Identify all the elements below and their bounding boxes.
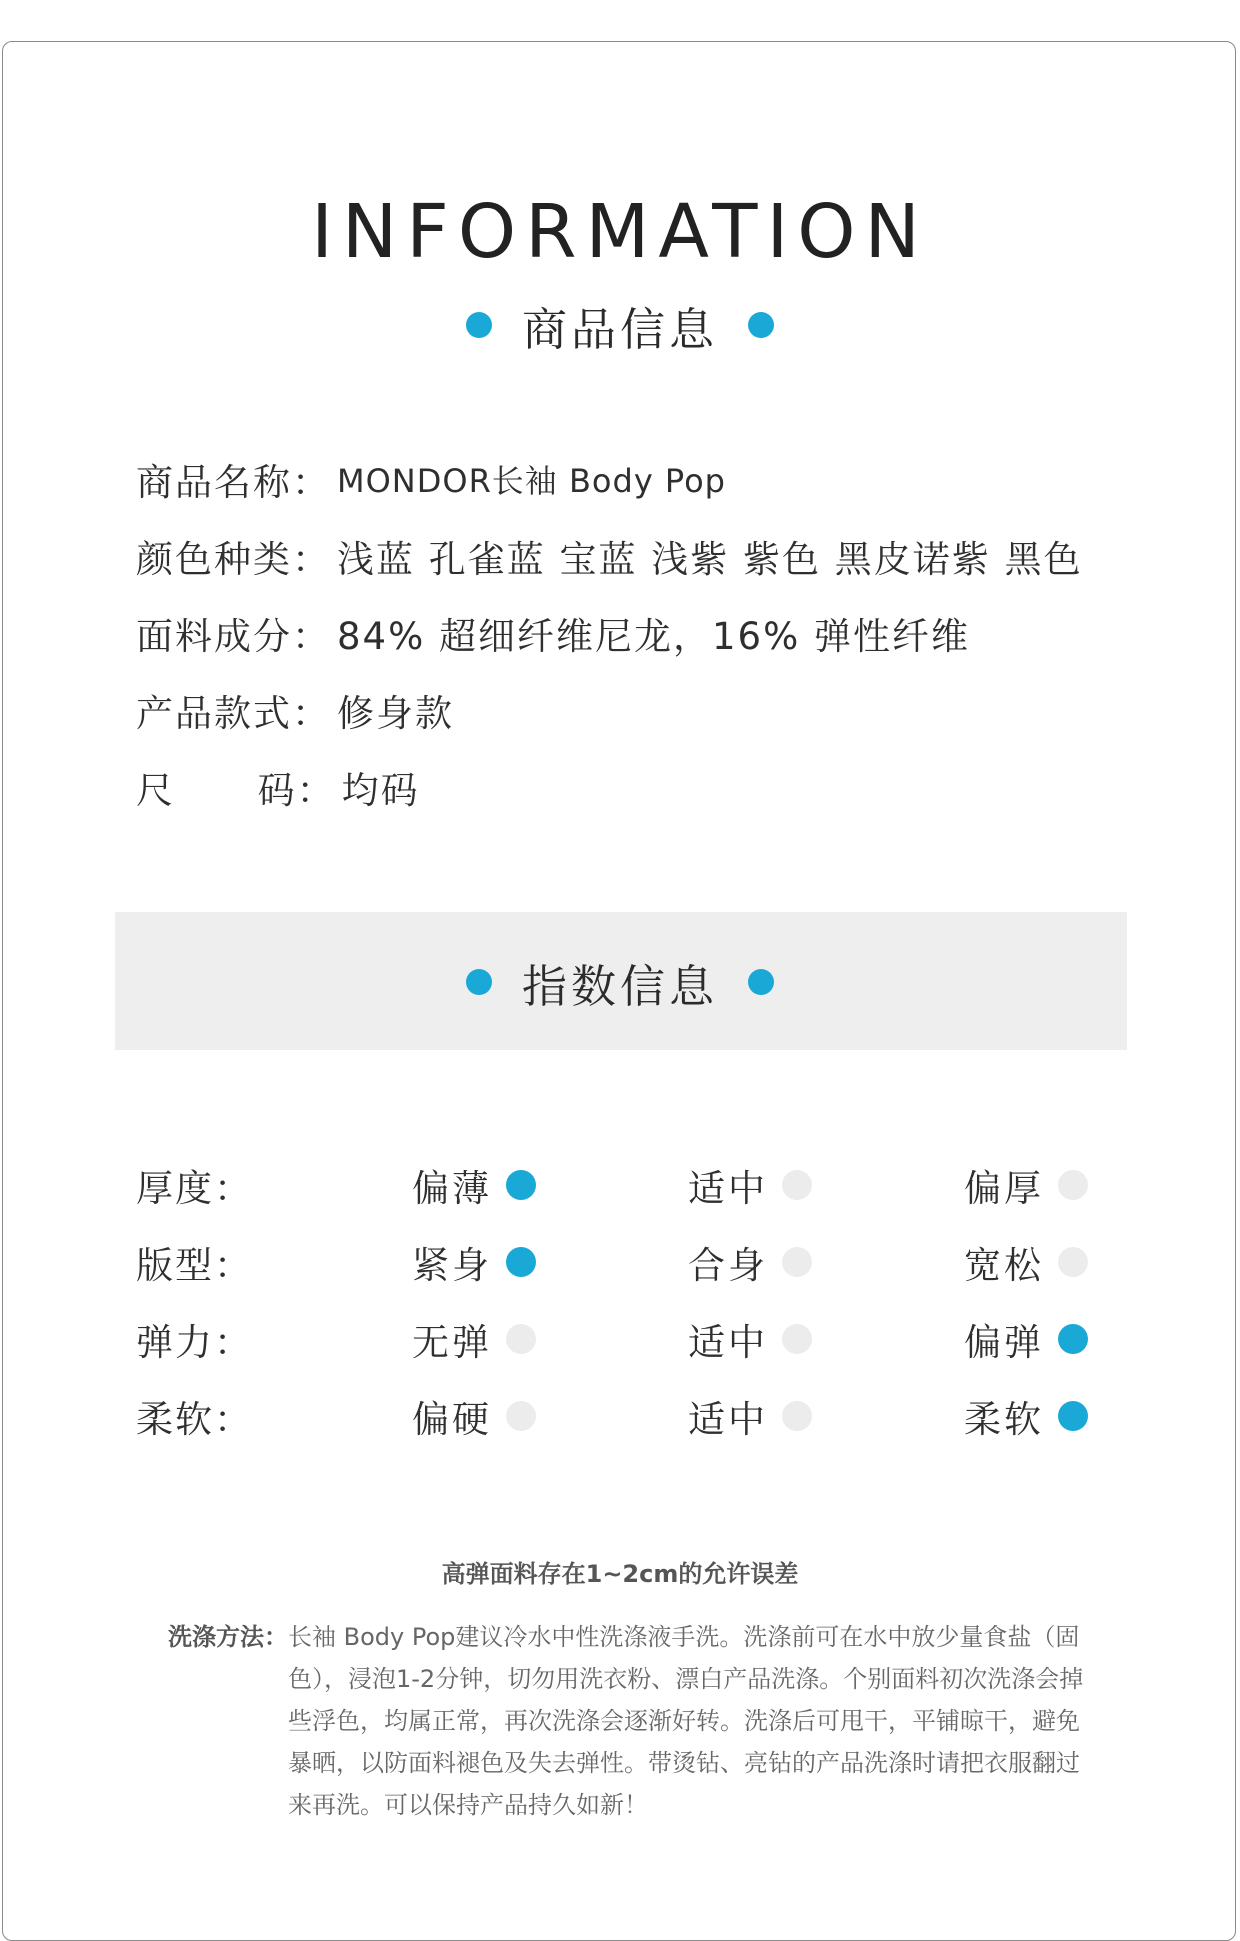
index-indicator-dot xyxy=(506,1401,536,1431)
index-row-label: 版型： xyxy=(136,1244,253,1287)
info-value: 修身款 xyxy=(337,691,454,735)
info-label: 颜色种类： xyxy=(136,537,331,581)
index-row-label: 柔软： xyxy=(136,1398,253,1441)
info-value: 浅蓝 孔雀蓝 宝蓝 浅紫 紫色 黑皮诺紫 黑色 xyxy=(337,537,1083,581)
info-row-name xyxy=(136,440,1116,517)
info-label: 产品款式： xyxy=(136,691,331,735)
index-option-label: 适中 xyxy=(688,1321,768,1364)
index-indicator-dot xyxy=(506,1324,536,1354)
washing-instructions xyxy=(168,1616,1118,1826)
index-option xyxy=(412,1389,536,1443)
index-option-label: 宽松 xyxy=(964,1244,1044,1287)
index-option xyxy=(412,1312,536,1366)
tolerance-note: 高弹面料存在1~2cm的允许误差 xyxy=(441,1560,799,1588)
product-info-list xyxy=(136,440,1116,825)
index-option xyxy=(964,1312,1088,1366)
index-row-label: 弹力： xyxy=(136,1321,253,1364)
index-option-label: 柔软 xyxy=(964,1398,1044,1441)
index-indicator-dot xyxy=(1058,1324,1088,1354)
index-option xyxy=(964,1158,1088,1212)
info-label: 商品名称： xyxy=(136,460,331,504)
info-row-fabric xyxy=(136,594,1116,671)
info-row-style xyxy=(136,671,1116,748)
index-row-thickness xyxy=(136,1145,1116,1222)
index-option xyxy=(688,1389,812,1443)
heading-dot-left xyxy=(466,969,492,995)
info-value: MONDOR长袖 Body Pop xyxy=(337,461,726,500)
info-value: 均码 xyxy=(341,768,420,812)
info-label: 面料成分： xyxy=(136,614,331,658)
index-indicator-dot xyxy=(1058,1170,1088,1200)
product-info-heading-text: 商品信息 xyxy=(521,302,718,356)
index-option-label: 紧身 xyxy=(412,1244,492,1287)
index-option-label: 偏厚 xyxy=(964,1167,1044,1210)
heading-dot-left xyxy=(466,312,492,338)
washing-text: 长袖 Body Pop建议冷水中性洗涤液手洗。洗涤前可在水中放少量食盐（固色），浸泡1-2分钟，切勿用洗衣粉、漂白产品洗涤。个别面料初次洗涤会掉些浮色，均属正常，再次洗涤会逐渐好转。洗涤后可甩干，平铺晾干，避免暴晒，以防面料褪色及失去弹性。带烫钻、亮钻的产品洗涤时请把衣服翻过来再洗。可以保持产品持久如新！ xyxy=(288,1623,1084,1819)
page-title-en: INFORMATION xyxy=(311,189,929,275)
index-indicator-dot xyxy=(782,1401,812,1431)
index-option xyxy=(412,1158,536,1212)
index-option xyxy=(412,1235,536,1289)
index-option-label: 偏弹 xyxy=(964,1321,1044,1364)
index-row-label: 厚度： xyxy=(136,1167,253,1210)
info-value: 84% 超细纤维尼龙，16% 弹性纤维 xyxy=(337,614,970,658)
index-option-label: 偏硬 xyxy=(412,1398,492,1441)
index-option-label: 偏薄 xyxy=(412,1167,492,1210)
washing-label: 洗涤方法： xyxy=(168,1623,288,1651)
heading-dot-right xyxy=(748,969,774,995)
heading-dot-right xyxy=(748,312,774,338)
index-indicator-dot xyxy=(782,1247,812,1277)
index-row-fit xyxy=(136,1222,1116,1299)
index-indicator-dot xyxy=(1058,1401,1088,1431)
index-option-label: 适中 xyxy=(688,1167,768,1210)
index-indicator-dot xyxy=(1058,1247,1088,1277)
index-option-label: 适中 xyxy=(688,1398,768,1441)
index-grid xyxy=(136,1145,1116,1453)
index-indicator-dot xyxy=(506,1247,536,1277)
index-option-label: 合身 xyxy=(688,1244,768,1287)
info-label: 尺 码： xyxy=(136,768,336,812)
index-info-heading xyxy=(0,952,1240,1012)
info-row-colors xyxy=(136,517,1116,594)
index-row-softness xyxy=(136,1376,1116,1453)
index-option xyxy=(688,1158,812,1212)
index-option-label: 无弹 xyxy=(412,1321,492,1364)
info-row-size xyxy=(136,748,1116,825)
index-row-elasticity xyxy=(136,1299,1116,1376)
index-indicator-dot xyxy=(782,1170,812,1200)
index-indicator-dot xyxy=(782,1324,812,1354)
index-option xyxy=(688,1235,812,1289)
index-indicator-dot xyxy=(506,1170,536,1200)
index-option xyxy=(964,1389,1088,1443)
index-option xyxy=(964,1235,1088,1289)
index-option xyxy=(688,1312,812,1366)
product-info-heading xyxy=(0,295,1240,355)
index-info-heading-text: 指数信息 xyxy=(521,959,718,1013)
